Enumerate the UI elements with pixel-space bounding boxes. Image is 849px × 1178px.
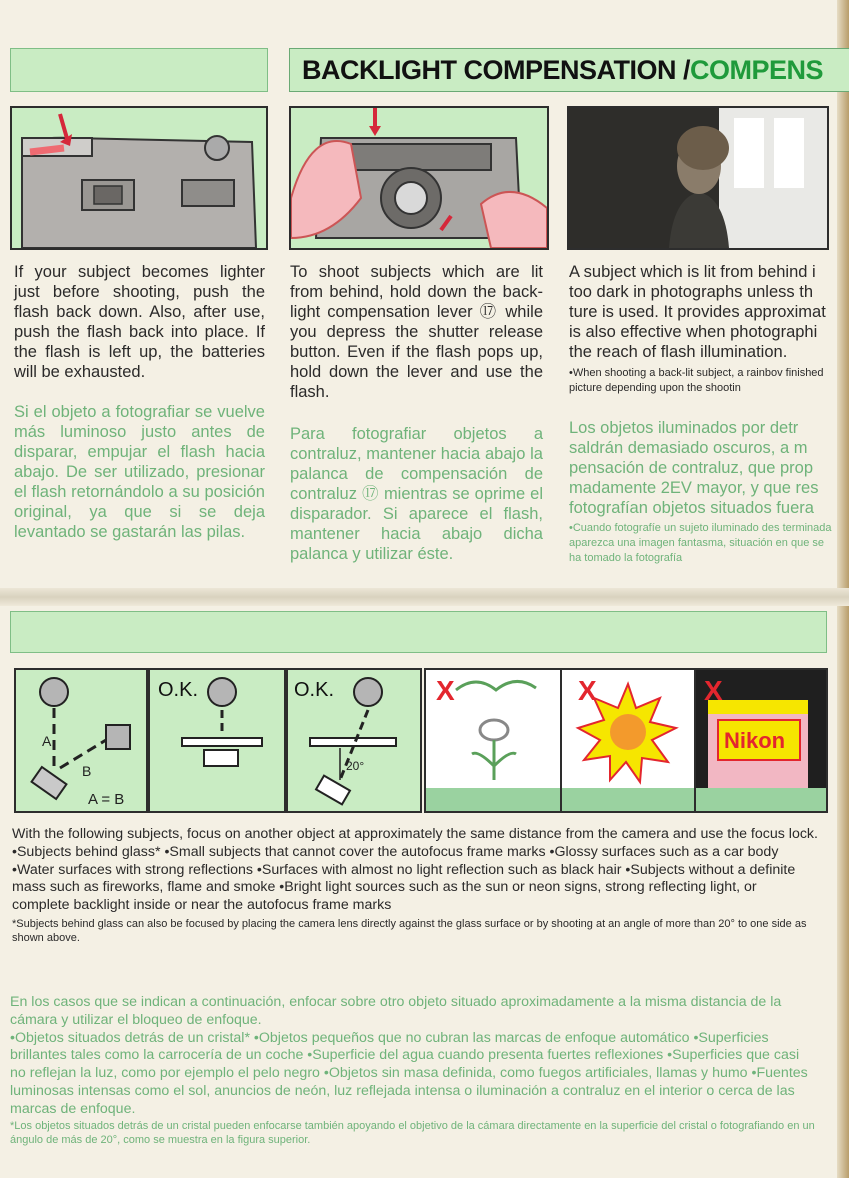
focus-section-bar bbox=[10, 611, 827, 653]
x-mark-1: X bbox=[436, 675, 455, 706]
column-flash bbox=[14, 262, 265, 542]
focus-footnote-en: *Subjects behind glass can also be focused by placing the camera lens directly against the glass surface or by shooting at an angle of more than 20° to one side as shown above. bbox=[12, 917, 807, 944]
focus-intro-en: With the following subjects, focus on another object at approximately the same distance from the camera and use the focus lock. bbox=[12, 826, 818, 842]
column-backlight-lever bbox=[290, 262, 543, 564]
lever-text-es: Para fotografiar objetos a contraluz, mantener hacia abajo la palanca de compensación de contraluz ⑰ mientras se oprime el disparador. Si aparece el flash, mantener hacia abajo dicha palanca y utilizar éste. bbox=[290, 425, 543, 563]
header-bar-left bbox=[10, 48, 268, 92]
focus-lock-diagram bbox=[14, 668, 148, 813]
lever-text-en: To shoot subjects which are lit from behind, hold down the back-light compensation lever ⑰ while you depress the shutter release button. Even if the flash pops up, hold down the lever and use the flash. bbox=[290, 263, 543, 401]
neon-sign-example-diagram bbox=[694, 668, 828, 813]
angle-label: 20° bbox=[346, 759, 365, 773]
label-b: B bbox=[82, 763, 92, 779]
ok-label-2: O.K. bbox=[294, 679, 335, 701]
fireworks-example-diagram bbox=[424, 668, 562, 813]
backlit-text-en: A subject which is lit from behind i too dark in photographs unless th ture is used. It provides approximat is also effective when photographi the reach of flash illumination. bbox=[569, 263, 826, 361]
column-backlit-subject bbox=[569, 262, 839, 566]
x-mark-2: X bbox=[578, 675, 597, 706]
focus-list-es: •Objetos situados detrás de un cristal* •Objetos pequeños que no cubran las marcas de enfoque automático •Superficies brillantes tales como la carrocería de un coche •Superficie del agua cuando presenta fuertes reflexiones •Superficies que casi no reflejan la luz, como por ejemplo el pelo negro •Objetos sin masa definida, como fuegos artificiales, llamas y humo •Fuentes luminosas intensas como el sol, anuncios de neón, luz reflejada intensa o iluminación a contraluz en el interior o cerca de las marcas de enfoque. bbox=[10, 1029, 808, 1117]
page-fold bbox=[0, 588, 849, 606]
label-a: A bbox=[42, 733, 52, 749]
backlit-text-es: Los objetos iluminados por detr saldrán demasiado oscuros, a m pensación de contraluz, que prop madamente 2EV mayor, y que res fotografían objetos situados fuera bbox=[569, 419, 819, 517]
equation-label: A = B bbox=[88, 791, 125, 808]
flash-text-es: Si el objeto a fotografiar se vuelve más luminoso justo antes de disparar, empujar el flash hacia abajo. De ser utilizado, presionar el flash retornándolo a su posición original, ya que si se deja levantado se gastarán las pilas. bbox=[14, 403, 265, 541]
focus-lock-text-es bbox=[10, 994, 818, 1147]
ok-angled-diagram bbox=[286, 668, 422, 813]
flash-pushdown-illustration bbox=[10, 106, 268, 250]
section-title-bar bbox=[289, 48, 849, 92]
title-spanish: COMPENS bbox=[690, 55, 824, 85]
focus-intro-es: En los casos que se indican a continuación, enfocar sobre otro objeto situado aproximadamente a la misma distancia de la cámara y utilizar el bloqueo de enfoque. bbox=[10, 994, 782, 1028]
ok-label-1: O.K. bbox=[158, 679, 199, 701]
backlight-lever-illustration bbox=[289, 106, 549, 250]
focus-lock-text-en bbox=[12, 826, 818, 945]
backlit-portrait-photo bbox=[567, 106, 829, 250]
sun-example-diagram bbox=[560, 668, 696, 813]
backlit-note-en: •When shooting a back-lit subject, a rainbov finished picture depending upon the shootin bbox=[569, 367, 824, 394]
ok-straight-diagram bbox=[148, 668, 286, 813]
section-title bbox=[302, 55, 823, 86]
focus-footnote-es: *Los objetos situados detrás de un cristal pueden enfocarse también apoyando el objetivo de la cámara directamente en la superficie del cristal o fotografiando en un ángulo de más de 20°, como se muestra en la figura superior. bbox=[10, 1119, 815, 1146]
focus-list-en: •Subjects behind glass* •Small subjects that cannot cover the autofocus frame marks •Glossy surfaces such as a car body •Water surfaces with strong reflections •Surfaces with almost no light reflection such as black hair •Subjects without a definite mass such as fireworks, flame and smoke •Bright light sources such as the sun or neon signs, strong reflecting light, or complete backlight inside or near the autofocus frame marks bbox=[12, 843, 796, 914]
backlit-note-es: •Cuando fotografíe un sujeto iluminado des terminada aparezca una imagen fantasma, situación en que se ha tomado la fotografía bbox=[569, 522, 832, 564]
x-mark-3: X bbox=[704, 675, 723, 706]
title-english: BACKLIGHT COMPENSATION / bbox=[302, 55, 690, 85]
nikon-sign-text: Nikon bbox=[724, 728, 786, 753]
flash-text-en: If your subject becomes lighter just before shooting, push the flash back down. Also, after use, push the flash back into place. If the flash is left up, the batteries will be exhausted. bbox=[14, 263, 265, 381]
